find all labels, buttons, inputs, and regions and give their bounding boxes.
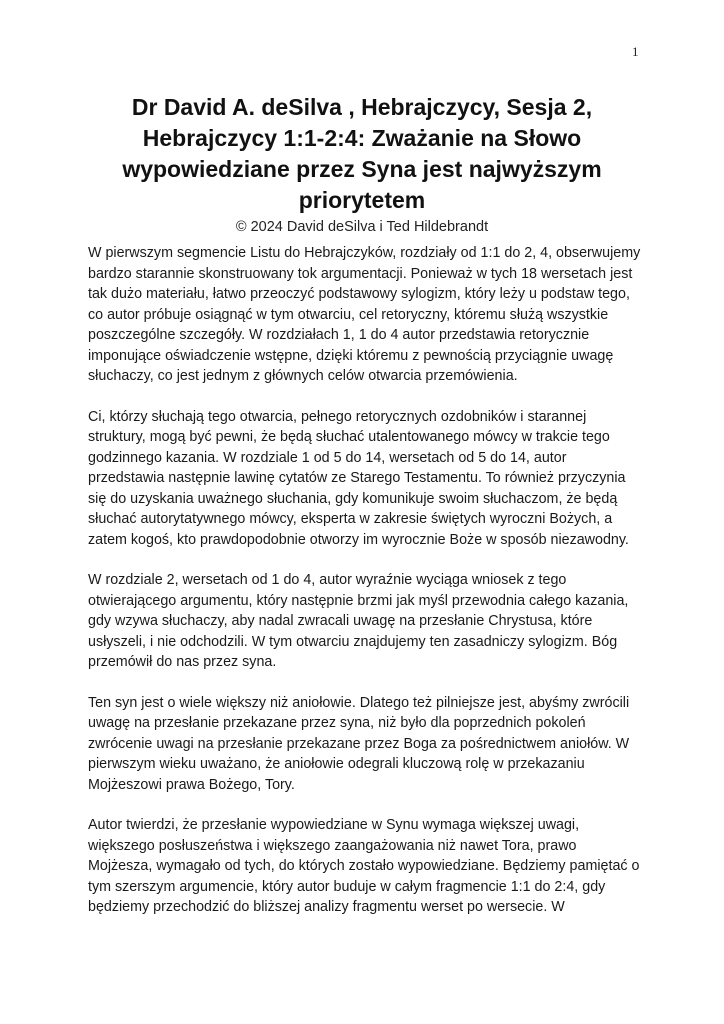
document-title: Dr David A. deSilva , Hebrajczycy, Sesja 2, Hebrajczycy 1:1-2:4: Zważanie na Słowo wypowiedziane przez Syna jest najwyższym priorytetem xyxy=(122,94,602,213)
paragraph-5: Autor twierdzi, że przesłanie wypowiedziane w Synu wymaga większej uwagi, większego posłuszeństwa i większego zaangażowania niż nawet Tora, prawo Mojżesza, wymagało od tych, do których zostało wypowiedziane. Będziemy pamiętać o tym szerszym argumencie, który autor buduje w całym fragmencie 1:1 do 2:4, gdy będziemy przechodzić do bliższej analizy fragmentu werset po wersecie. W xyxy=(88,817,640,915)
body-text xyxy=(88,243,644,938)
paragraph-1: W pierwszym segmencie Listu do Hebrajczyków, rozdziały od 1:1 do 2, 4, obserwujemy bardzo starannie skonstruowany tok argumentacji. Ponieważ w tych 18 wersetach jest tak dużo materiału, łatwo przeoczyć podstawowy sylogizm, który leży u podstaw tego, co autor próbuje osiągnąć w tym otwarciu, cel retoryczny, któremu służą wszystkie poszczególne szczegóły. W rozdziałach 1, 1 do 4 autor przedstawia retorycznie imponujące oświadczenie wstępne, dzięki któremu z pewnością przyciągnie uwagę słuchaczy, co jest jednym z głównych celów otwarcia przemówienia. xyxy=(88,245,641,384)
paragraph-2: Ci, którzy słuchają tego otwarcia, pełnego retorycznych ozdobników i starannej struktury, mogą być pewni, że będą słuchać utalentowanego mówcy w trakcie tego godzinnego kazania. W rozdziale 1 od 5 do 14, wersetach od 5 do 14, autor przedstawia następnie lawinę cytatów ze Starego Testamentu. To również przyczynia się do uzyskania uważnego słuchania, gdy komunikuje swoim słuchaczom, że będą słuchać autorytatywnego mówcy, eksperta w zakresie świętych wyroczni Bożych, a zatem kogoś, kto prawdopodobnie otworzy im wyrocznie Boże w sposób niezawodny. xyxy=(88,408,629,548)
paragraph-4: Ten syn jest o wiele większy niż aniołowie. Dlatego też pilniejsze jest, abyśmy zwrócili uwagę na przesłanie przekazane przez syna, niż było dla poprzednich pokoleń zwrócenie uwagi na przesłanie przekazane przez Boga za pośrednictwem aniołów. W pierwszym wieku uważano, że aniołowie odegrali kluczową rolę w przekazaniu Mojżeszowi prawa Bożego, Tory. xyxy=(88,694,630,793)
page-number: 1 xyxy=(632,44,639,59)
title-block xyxy=(100,92,624,236)
paragraph-3: W rozdziale 2, wersetach od 1 do 4, autor wyraźnie wyciąga wniosek z tego otwierającego argumentu, który następnie brzmi jak myśl przewodnia całego kazania, gdy wzywa słuchaczy, aby nadal zwracali uwagę na przesłanie Chrystusa, które usłyszeli, i nie odchodzili. W tym otwarciu znajdujemy ten zasadniczy sylogizm. Bóg przemówił do nas przez syna. xyxy=(88,572,629,670)
copyright-line: © 2024 David deSilva i Ted Hildebrandt xyxy=(235,219,489,235)
